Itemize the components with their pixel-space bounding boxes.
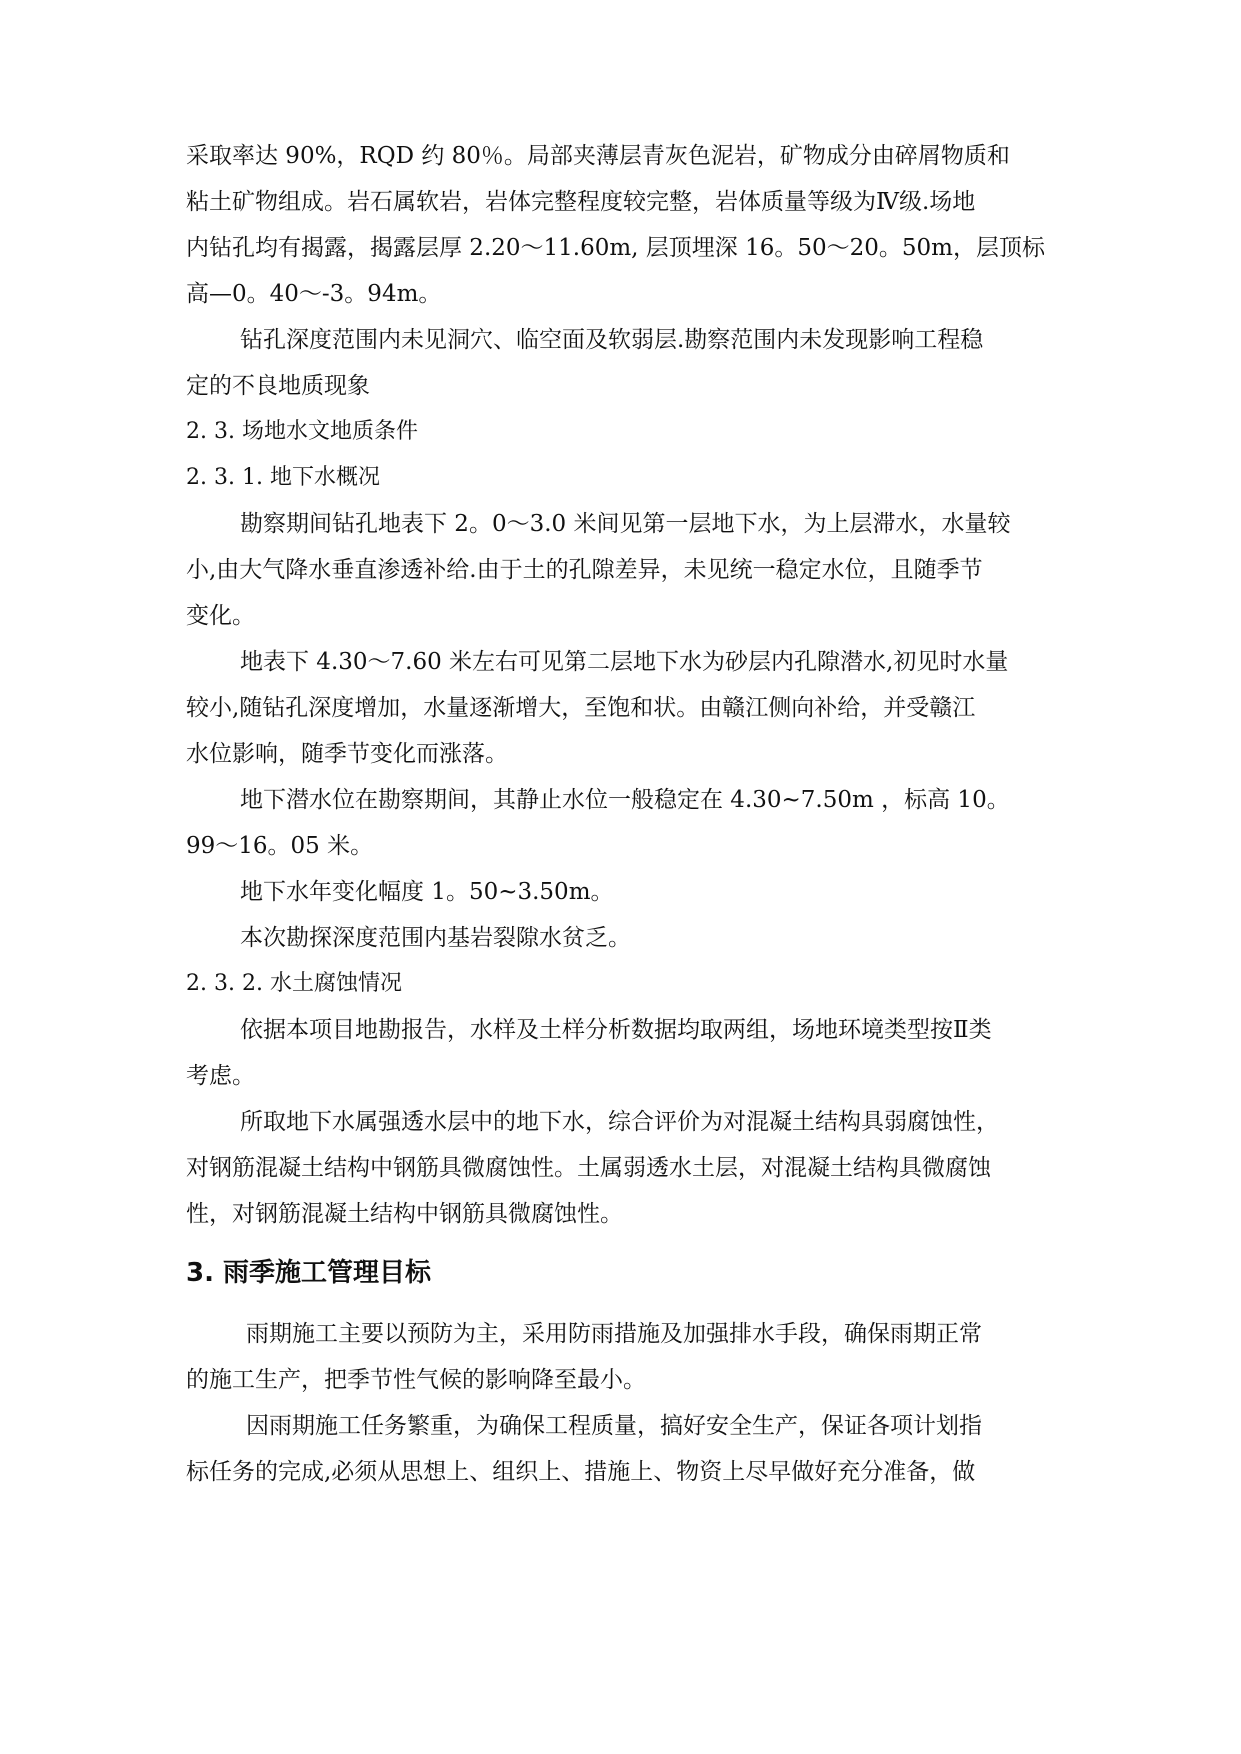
paragraph-line: 99～16。05 米。 bbox=[186, 833, 374, 859]
paragraph-line: 因雨期施工任务繁重，为确保工程质量，搞好安全生产，保证各项计划指 bbox=[246, 1413, 982, 1439]
section-heading-2-3: 2. 3. 场地水文地质条件 bbox=[186, 419, 418, 444]
paragraph-line: 对钢筋混凝土结构中钢筋具微腐蚀性。土属弱透水土层，对混凝土结构具微腐蚀 bbox=[186, 1155, 991, 1181]
paragraph-line: 高—0。40～-3。94m。 bbox=[186, 281, 442, 307]
paragraph-line: 地表下 4.30～7.60 米左右可见第二层地下水为砂层内孔隙潜水,初见时水量 bbox=[240, 649, 1009, 675]
paragraph-line: 地下水年变化幅度 1。50~3.50m。 bbox=[240, 879, 614, 905]
paragraph-line: 水位影响，随季节变化而涨落。 bbox=[186, 741, 508, 767]
paragraph-line: 粘土矿物组成。岩石属软岩，岩体完整程度较完整，岩体质量等级为Ⅳ级.场地 bbox=[186, 189, 976, 215]
paragraph-line: 的施工生产，把季节性气候的影响降至最小。 bbox=[186, 1367, 646, 1393]
paragraph-line: 地下潜水位在勘察期间，其静止水位一般稳定在 4.30~7.50m ，标高 10。 bbox=[240, 787, 1010, 813]
paragraph-line: 变化。 bbox=[186, 603, 255, 629]
paragraph-line: 钻孔深度范围内未见洞穴、临空面及软弱层.勘察范围内未发现影响工程稳 bbox=[240, 327, 984, 353]
chapter-heading-3: 3. 雨季施工管理目标 bbox=[186, 1258, 432, 1288]
paragraph-line: 较小,随钻孔深度增加，水量逐渐增大，至饱和状。由赣江侧向补给，并受赣江 bbox=[186, 695, 976, 721]
paragraph-line: 定的不良地质现象 bbox=[186, 373, 370, 399]
paragraph-line: 标任务的完成,必须从思想上、组织上、措施上、物资上尽早做好充分准备，做 bbox=[186, 1459, 976, 1485]
paragraph-line: 考虑。 bbox=[186, 1063, 255, 1089]
paragraph-line: 所取地下水属强透水层中的地下水，综合评价为对混凝土结构具弱腐蚀性， bbox=[240, 1109, 999, 1135]
paragraph-line: 勘察期间钻孔地表下 2。0～3.0 米间见第一层地下水，为上层滞水，水量较 bbox=[240, 511, 1011, 537]
paragraph-line: 性，对钢筋混凝土结构中钢筋具微腐蚀性。 bbox=[186, 1201, 623, 1227]
paragraph-line: 小,由大气降水垂直渗透补给.由于土的孔隙差异，未见统一稳定水位，且随季节 bbox=[186, 557, 983, 583]
paragraph-line: 采取率达 90%，RQD 约 80％。局部夹薄层青灰色泥岩，矿物成分由碎屑物质和 bbox=[186, 143, 1010, 169]
section-heading-2-3-2: 2. 3. 2. 水土腐蚀情况 bbox=[186, 971, 402, 996]
paragraph-line: 雨期施工主要以预防为主，采用防雨措施及加强排水手段，确保雨期正常 bbox=[246, 1321, 982, 1347]
paragraph-line: 内钻孔均有揭露，揭露层厚 2.20～11.60m, 层顶埋深 16。50～20。50m，层顶标 bbox=[186, 235, 1045, 261]
paragraph-line: 依据本项目地勘报告，水样及土样分析数据均取两组，场地环境类型按Ⅱ类 bbox=[240, 1017, 992, 1043]
section-heading-2-3-1: 2. 3. 1. 地下水概况 bbox=[186, 465, 380, 490]
paragraph-line: 本次勘探深度范围内基岩裂隙水贫乏。 bbox=[240, 925, 631, 951]
